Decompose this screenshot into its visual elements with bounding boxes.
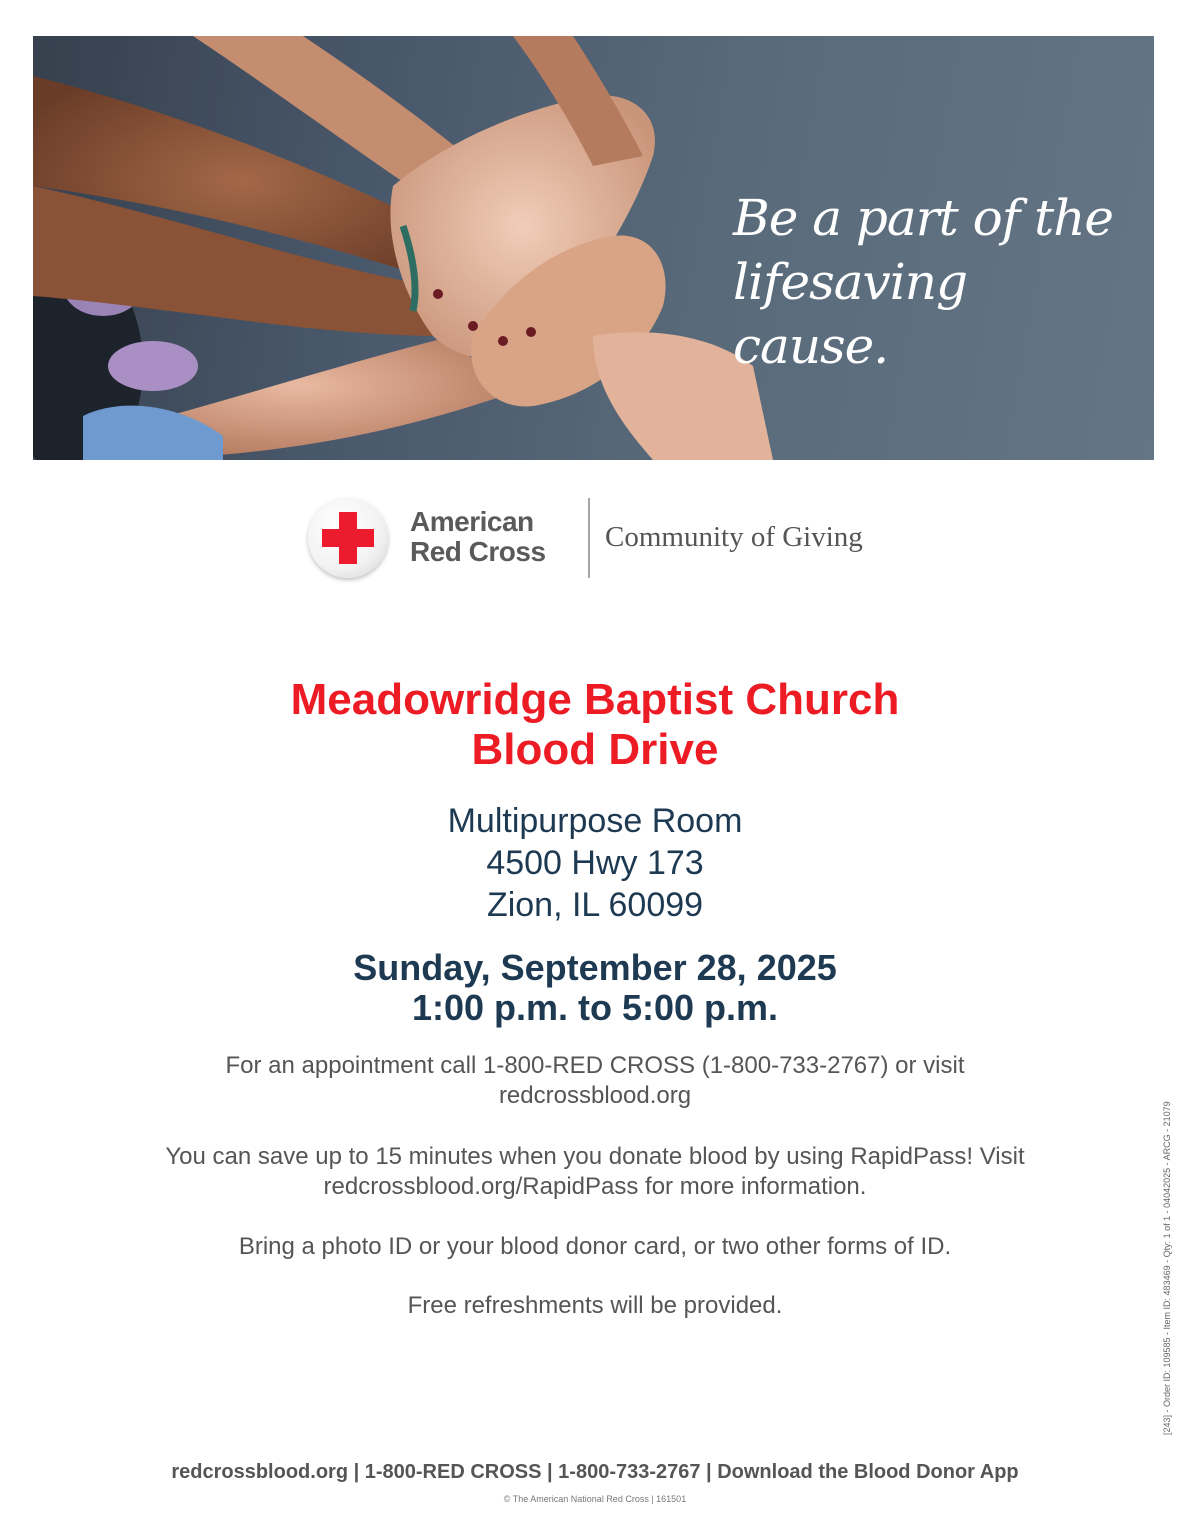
rapidpass-info <box>60 1142 1130 1202</box>
red-cross-icon <box>308 498 388 578</box>
hero-tagline-line: lifesaving cause. <box>733 253 967 375</box>
logo-wordmark <box>410 507 546 567</box>
event-title-line: Meadowridge Baptist Church <box>290 675 900 724</box>
logo-wordmark-line: American <box>410 506 534 537</box>
logo-wordmark-line: Red Cross <box>410 536 546 567</box>
location-street: 4500 Hwy 173 <box>486 844 704 882</box>
rapidpass-link[interactable]: redcrossblood.org/RapidPass for more information. <box>323 1173 867 1200</box>
red-cross-logo <box>306 494 906 584</box>
footer-contact-links[interactable]: redcrossblood.org | 1-800-RED CROSS | 1-800-733-2767 | Download the Blood Donor App <box>171 1461 1019 1483</box>
print-order-code: [243] - Order ID: 109585 - Item ID: 483469 - Qty: 1 of 1 - 04042025 - ARCG - 21079 <box>1162 1101 1172 1435</box>
logo-tagline: Community of Giving <box>605 521 863 553</box>
event-location <box>0 800 1190 926</box>
appointment-link[interactable]: redcrossblood.org <box>498 1082 692 1109</box>
appointment-text: For an appointment call 1-800-RED CROSS (1-800-733-2767) or visit <box>225 1052 965 1079</box>
rapidpass-text: You can save up to 15 minutes when you donate blood by using RapidPass! Visit <box>165 1143 1025 1170</box>
hero-tagline-line: Be a part of the <box>733 189 1114 247</box>
event-title <box>0 675 1190 775</box>
hero-banner <box>33 36 1154 460</box>
event-date: Sunday, September 28, 2025 <box>353 947 837 988</box>
footer-copyright: © The American National Red Cross | 161501 <box>503 1494 687 1504</box>
logo-divider <box>588 498 590 578</box>
refreshments-text: Free refreshments will be provided. <box>407 1292 783 1319</box>
event-time: 1:00 p.m. to 5:00 p.m. <box>411 987 779 1028</box>
refreshments-note <box>60 1291 1130 1321</box>
event-title-line: Blood Drive <box>471 725 719 774</box>
id-requirement <box>60 1232 1130 1262</box>
id-requirement-text: Bring a photo ID or your blood donor card, or two other forms of ID. <box>238 1233 952 1260</box>
cross-horizontal-bar <box>322 529 374 547</box>
location-city: Zion, IL 60099 <box>486 886 704 924</box>
hero-tagline <box>733 186 1133 378</box>
location-room: Multipurpose Room <box>447 802 743 840</box>
event-datetime <box>0 948 1190 1028</box>
appointment-info <box>60 1051 1130 1111</box>
